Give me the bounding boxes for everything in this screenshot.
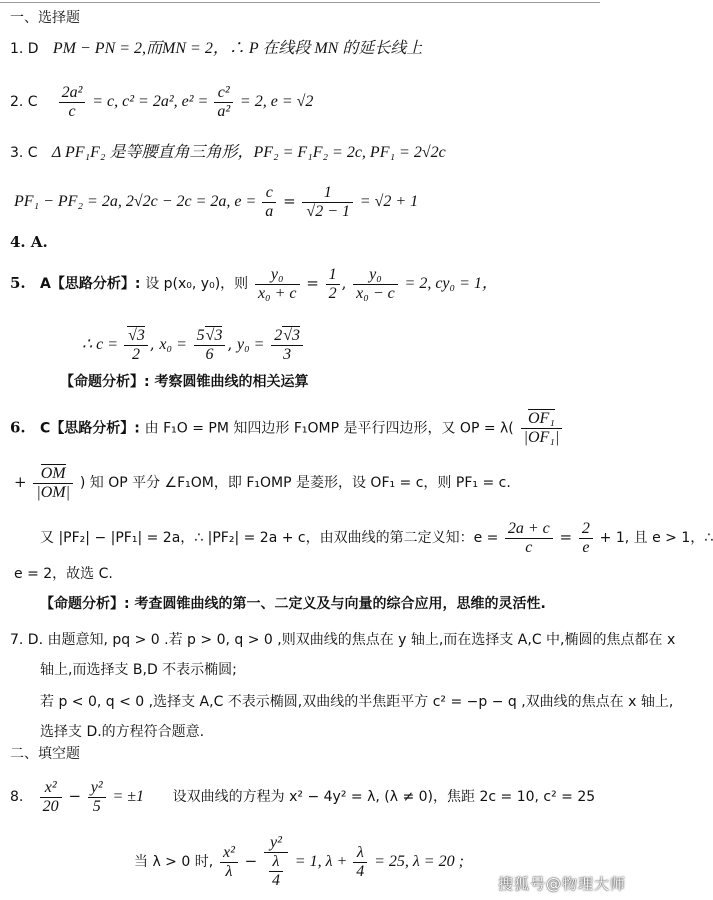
answer-3a: 3. C Δ PF₁F₂ 是等腰直角三角形，PF₂ = F₁F₂ = 2c, PF₁ = 2√2c: [10, 144, 446, 161]
answer-7c: 若 p < 0, q < 0 ,选择支 A,C 不表示椭圆,双曲线的半焦距平方 c² = −p − q ,双曲线的焦点在 x 轴上,: [40, 694, 674, 710]
answer-6c: 又 |PF₂| − |PF₁| = 2a，∴ |PF₂| = 2a + c，由双曲线的第二定义知：e = $\frac{2a + c}{c}$ = $\frac{2}{e}$ + 1, 且 e > 1，∴: [40, 519, 713, 556]
fraction-c2-over-a2: $\frac{\text{c²}}{\text{a²}}$: [214, 84, 233, 121]
answer-5-analysis: 【命题分析】: 考察圆锥曲线的相关运算: [60, 374, 309, 390]
answer-2: 2. C $\frac{\text{2a²}}{c}$ = c, c² = 2a², e² = $\frac{\text{c²}}{\text{a²}}$ = 2, e = √2: [10, 83, 314, 120]
top-rule: [0, 2, 600, 3]
answer-6b: + $\frac{OM}{|OM|}$ ) 知 OP 平分 ∠F₁OM，即 F₁OMP 是菱形，设 OF₁ = c，则 PF₁ = c.: [14, 464, 511, 501]
answer-4: 4. A.: [10, 233, 48, 251]
section-heading-choice: 一、选择题: [10, 10, 80, 26]
answer-7a: 7. D. 由题意知, pq > 0 .若 p > 0, q > 0 ,则双曲线的焦点在 y 轴上,而在选择支 A,C 中,椭圆的焦点都在 x: [10, 632, 676, 648]
fraction-c-over-a: $\frac{c}{a}$: [262, 184, 276, 221]
answer-3b: PF₁ − PF₂ = 2a, 2√2c − 2c = 2a, e = $\frac{c}{a}$ = $\frac{1}{√2 - 1}$ = √2 + 1: [14, 183, 419, 220]
answer-6-analysis: 【命题分析】: 考查圆锥曲线的第一、二定义及与向量的综合应用，思维的灵活性.: [40, 596, 546, 612]
answer-6d: e = 2，故选 C.: [14, 566, 113, 582]
answer-5a: 5. A【思路分析】: 设 p(x₀, y₀)，则 $\frac{\text{y₀}}{\text{x₀ + c}}$ = $\frac{1}{2}$ , $\frac{\text{y₀}}{\text{x₀ − c}}$ = 2, cy₀ = 1，: [10, 265, 498, 302]
fraction-1-over-sqrt2-minus-1: $\frac{1}{√2 - 1}$: [302, 184, 353, 221]
answer-1: 1. D PM − PN = 2,而MN = 2，∴ P 在线段 MN 的延长线上: [10, 40, 423, 57]
fraction-2a2-over-c: $\frac{\text{2a²}}{c}$: [59, 84, 86, 121]
watermark: 搜狐号@物理大师: [497, 875, 626, 893]
answer-7b: 轴上,而选择支 B,D 不表示椭圆;: [40, 662, 237, 678]
answer-5b: ∴ c = $\frac{√3}{2}$ , x₀ = $\frac{5√3}{6}$ , y₀ = $\frac{2√3}{3}$: [82, 322, 305, 367]
answer-8b: 当 λ > 0 时, $\frac{\text{x²}}{\lambda}$ − $\frac{\text{y²}}{\frac{\lambda}{4}}$ = 1, λ + $\frac{\lambda}{4}$ = 25, λ = 20 ;: [134, 834, 464, 889]
section-heading-fill: 二、填空题: [10, 746, 80, 762]
answer-6a: 6. C【思路分析】: 由 F₁O = PM 知四边形 F₁OMP 是平行四边形，又 OP = λ( $\frac{\text{OF₁}}{\text{|OF₁|}}$: [10, 410, 564, 447]
answer-8a: 8. $\frac{\text{x²}}{20}$ − $\frac{\text{y²}}{5}$ = ±1 设双曲线的方程为 x² − 4y² = λ, (λ ≠ 0)，焦距 2c = 10, c² = 25: [10, 778, 596, 815]
answer-7d: 选择支 D.的方程符合题意.: [40, 724, 205, 740]
